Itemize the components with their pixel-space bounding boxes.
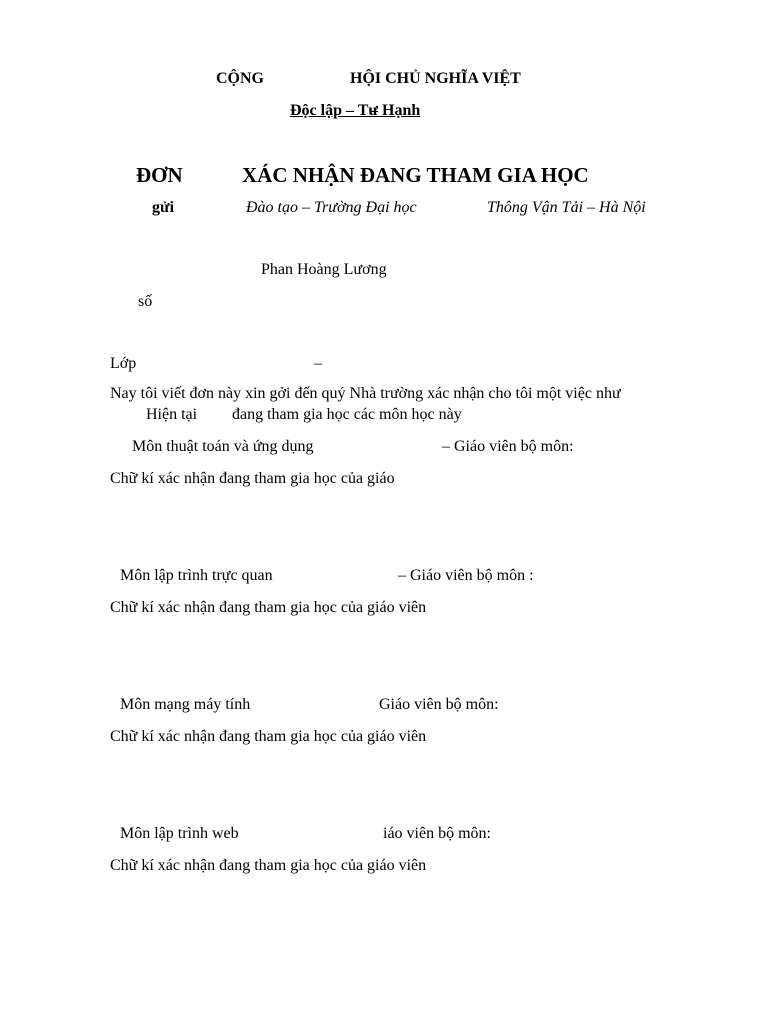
recipient-part2: Thông Vận Tải – Hà Nội — [487, 199, 646, 216]
subject-teacher-label: iáo viên bộ môn: — [383, 825, 491, 842]
subject-signature-label: Chữ kí xác nhận đang tham gia học của giáo viên — [110, 857, 427, 874]
recipient-label: gửi — [152, 199, 175, 216]
subject-name: Môn lập trình web — [120, 825, 239, 842]
class-label: Lớp — [110, 355, 137, 372]
title-part1: ĐƠN — [136, 163, 183, 187]
header-line1-part1: CỘNG — [216, 70, 264, 87]
subject-name: Môn thuật toán và ứng dụng — [132, 438, 314, 455]
student-number-label: số — [138, 293, 153, 310]
subject-teacher-label: – Giáo viên bộ môn: — [442, 438, 574, 455]
subject-signature-label: Chữ kí xác nhận đang tham gia học của giáo — [110, 470, 395, 487]
title-part2: XÁC NHẬN ĐANG THAM GIA HỌC — [242, 163, 589, 187]
subject-name: Môn mạng máy tính — [120, 696, 251, 713]
header-line2-part1: Độc lập – Tư — [290, 102, 378, 119]
subject-teacher-label: – Giáo viên bộ môn : — [398, 567, 534, 584]
current-text-part1: Hiện tại — [146, 406, 198, 423]
recipient-part1: Đào tạo – Trường Đại học — [246, 199, 417, 216]
header-line2-part2: – Hạnh — [370, 102, 421, 119]
current-text-part2: đang tham gia học các môn học này — [232, 406, 462, 423]
subject-signature-label: Chữ kí xác nhận đang tham gia học của giáo viên — [110, 599, 427, 616]
subject-teacher-label: Giáo viên bộ môn: — [379, 696, 499, 713]
intro-text: Nay tôi viết đơn này xin gởi đến quý Nhà trường xác nhận cho tôi một việc như — [110, 385, 621, 402]
subject-name: Môn lập trình trực quan — [120, 567, 273, 584]
subject-signature-label: Chữ kí xác nhận đang tham gia học của giáo viên — [110, 728, 427, 745]
class-dash: – — [314, 355, 322, 372]
student-name: Phan Hoàng Lương — [261, 261, 387, 278]
header-line1-part2: HỘI CHỦ NGHĨA VIỆT — [350, 70, 521, 87]
